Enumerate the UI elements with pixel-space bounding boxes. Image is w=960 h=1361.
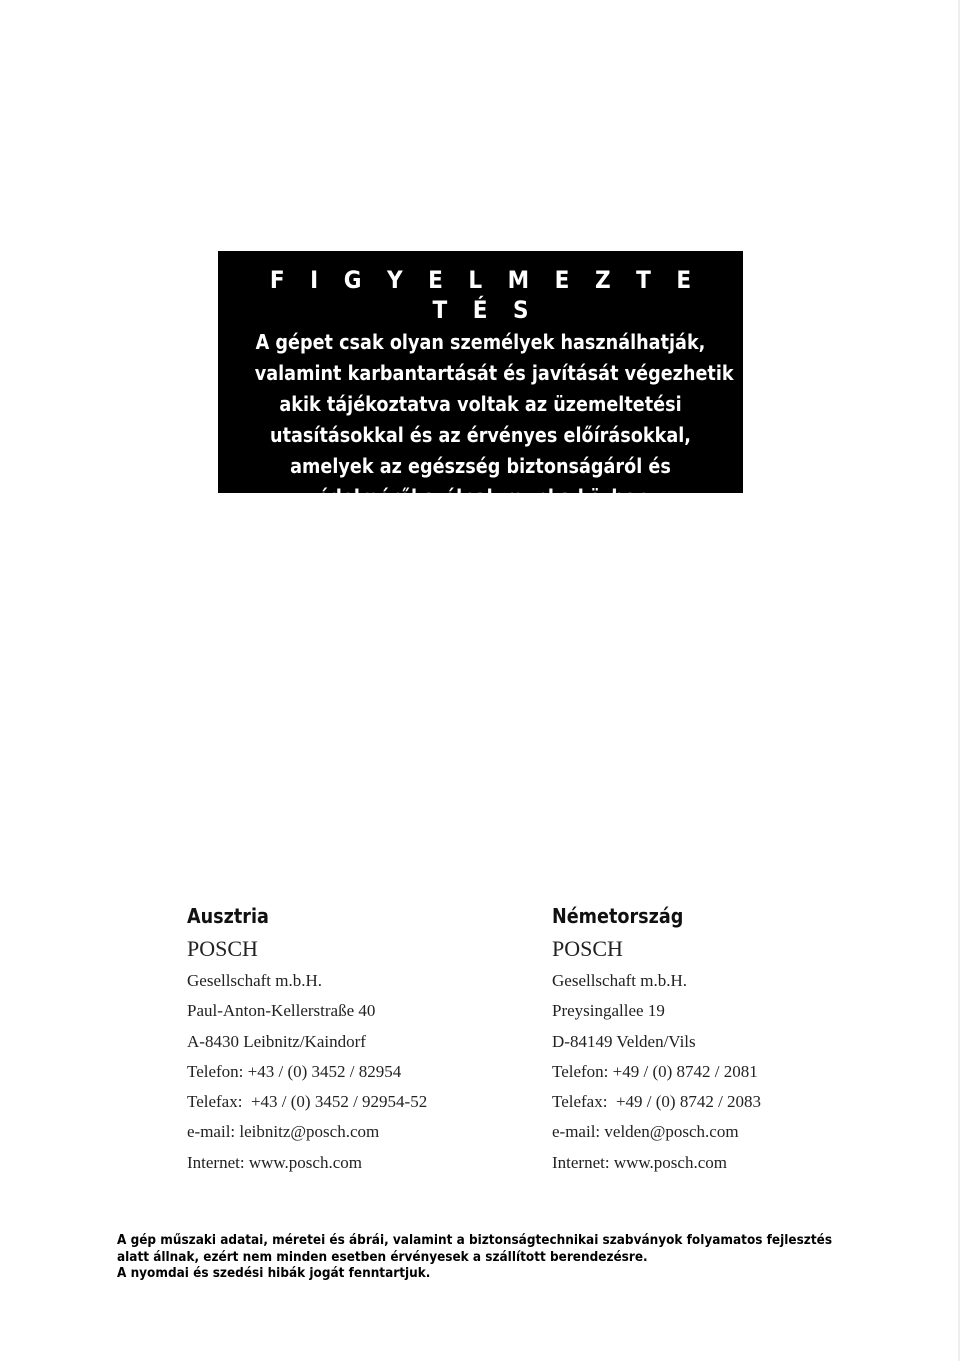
warning-line: utasításokkal és az érvényes előírásokkal, — [270, 423, 691, 447]
contact-germany — [552, 900, 761, 1178]
contact-internet: Internet: www.posch.com — [187, 1152, 362, 1172]
contact-email: e-mail: velden@posch.com — [552, 1122, 739, 1142]
contact-austria — [187, 900, 427, 1178]
contact-company: POSCH — [552, 936, 623, 961]
warning-line: A gépet csak olyan személyek használhatják, — [255, 330, 706, 354]
contact-legal-form: Gesellschaft m.b.H. — [552, 971, 688, 990]
contact-country: Ausztria — [187, 904, 269, 928]
contact-internet: Internet: www.posch.com — [552, 1152, 727, 1172]
warning-box — [218, 251, 743, 509]
warning-line: amelyek az egészség biztonságáról és — [290, 454, 671, 478]
disclaimer-line: A gép műszaki adatai, méretei és ábrái, valamint a biztonságtechnikai szabványok folyamatos fejlesztés — [117, 1233, 833, 1248]
warning-line: valamint karbantartását és javítását végezhetik — [254, 361, 734, 385]
contact-phone: Telefon: +43 / (0) 3452 / 82954 — [187, 1061, 402, 1081]
contact-fax: Telefax: +49 / (0) 8742 / 2083 — [552, 1092, 762, 1112]
contact-legal-form: Gesellschaft m.b.H. — [187, 971, 323, 990]
contact-company: POSCH — [187, 936, 258, 961]
contact-street: Preysingallee 19 — [552, 1001, 665, 1021]
warning-title: F I G Y E L M E Z T E T É S — [269, 266, 701, 324]
contact-city: D-84149 Velden/Vils — [552, 1031, 696, 1051]
warning-line: akik tájékoztatva voltak az üzemeltetési — [279, 392, 682, 416]
contact-fax: Telefax: +43 / (0) 3452 / 92954-52 — [187, 1092, 428, 1112]
contact-email: e-mail: leibnitz@posch.com — [187, 1122, 380, 1142]
disclaimer-line: A nyomdai és szedési hibák jogát fenntartjuk. — [117, 1266, 431, 1281]
disclaimer — [117, 1233, 832, 1283]
contact-city: A-8430 Leibnitz/Kaindorf — [187, 1031, 366, 1051]
contact-phone: Telefon: +49 / (0) 8742 / 2081 — [552, 1061, 758, 1081]
contact-country: Németország — [552, 904, 684, 928]
disclaimer-line: alatt állnak, ezért nem minden esetben érvényesek a szállított berendezésre. — [117, 1249, 648, 1265]
contact-street: Paul-Anton-Kellerstraße 40 — [187, 1001, 376, 1021]
warning-line: védelméről szólnak munka közben. — [305, 485, 656, 509]
